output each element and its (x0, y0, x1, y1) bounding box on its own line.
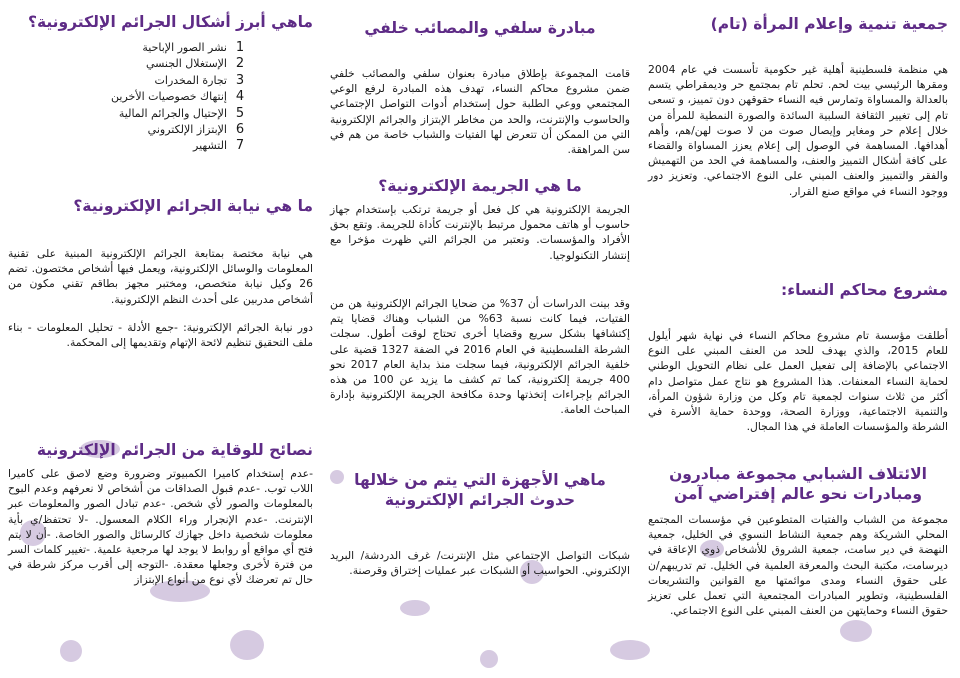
crime-form-label: تجارة المخدرات (154, 73, 227, 87)
crime-form-label: إنتهاك خصوصيات الأخرين (111, 90, 227, 104)
heading-youth-coalition: الائتلاف الشبابي مجموعة مبادرون ومبادرات نحو عالم إفتراضي آمن (669, 465, 927, 503)
crime-form-item (8, 89, 253, 105)
heading-tam: جمعية تنمية وإعلام المرأة (تام) (710, 15, 948, 33)
crime-form-number: 4 (235, 89, 245, 105)
heading-selfie-initiative: مبادرة سلفي والمصائب خلفي (364, 19, 596, 37)
crime-form-item (8, 56, 253, 72)
paragraph-tam-about: هي منظمة فلسطينية أهلية غير حكومية تأسست في عام 2004 ومقرها الرئيسي بيت لحم. تحلم تام بمجتمع حر وديمقراطي يتسم بالعدالة والمساواة وتمارس فيه النساء حقوقهن دون تمييز، و تسعى تام إلى تغيير الثقافة السلبية السائدة والصورة النمطية للمرأة من خلال إعلام حر ومغاير وإيصال صوت من لا صوت لهن/هم، وأهم أهدافها. المساهمة في الوصول إلى إعلام يعزز المساواة والقضاء على كافة أشكال التمييز والعنف، والمساهمة في الحد من التهميش والفقر والتمييز والعنف المبني على النوع الاجتماعي. وتعزيز دور ووجود النساء في مواقع صنع القرار. (648, 63, 948, 198)
heading-women-courts: مشروع محاكم النساء: (781, 281, 948, 299)
heading-prevention-tips: نصائح للوقاية من الجرائم الإلكترونية (36, 441, 313, 459)
crime-form-number: 1 (235, 40, 245, 55)
crime-form-item (8, 40, 253, 56)
column-right (648, 0, 948, 678)
crime-forms-list (8, 40, 253, 155)
paragraph-prevention-tips: -عدم إستخدام كاميرا الكمبيوتر وضرورة وضع لاصق على كاميرا اللاب توب. -عدم قبول الصداقات من أشخاص لا نعرفهم وعدم البوح بالمعلومات والصور لأي شخص. -عدم تبادل الصور والمعلومات عبر الإنترنت. -عدم الإنجرار وراء الكلام المعسول. -لا تحتفظ/ي بأية معلومات شخصية داخل جهازك كالرسائل والصور الخاصة. -أن لا يتم فتح أي مواقع أو روابط لا يوجد لها مرجعية علمية. -تغيير كلمات السر من فترة لأخرى وجعلها معقدة. -التوجه إلى أقرب مركز شرطة في حال تم تعرضك لأي نوع من أنواع الإبتزاز (8, 467, 313, 587)
crime-form-item (8, 122, 253, 138)
crime-form-label: نشر الصور الإباحية (142, 41, 227, 54)
paragraph-cybercrime-stats: وقد بينت الدراسات أن 37% من ضحايا الجرائم الإلكترونية هن من الفتيات، فيما كانت نسبة 63% من الشباب وهناك قضايا يتم إكتشافها بشكل سريع وقضايا أخرى تحتاج لوقت أطول. سجلت الشرطة الفلسطينية في العام 2016 في الضفة 1327 قضية على خلفية الجرائم الإلكترونية، فيما سجلت منذ بداية العام 2017 نحو 400 جريمة إلكترونية، كما تم كشف ما يزيد عن 100 من هذه الجرائم بإجراءات إتخذتها وحدة مكافحة الجريمة الإلكترونية بإدارة المباحث العامة. (330, 297, 631, 417)
heading-crime-forms: ماهي أبرز أشكال الجرائم الإلكترونية؟ (27, 13, 313, 31)
paragraph-selfie-initiative: قامت المجموعة بإطلاق مبادرة بعنوان سلفي والمصائب خلفي ضمن مشروع محاكم النساء، تهدف هذه المبادرة لرفع الوعي المجتمعي ووعي الطلبة حول إستخدام أدوات التواصل الإجتماعي والحاسوب والإنترنت، والحد من مخاطر الإبتزاز والجرائم الإلكترونية التي من الممكن أن تتعرض لها الفتيات والشباب خاصة من هم في سن المراهقة. (330, 67, 630, 157)
crime-form-number: 3 (235, 72, 245, 88)
crime-form-number: 5 (235, 105, 245, 121)
column-left (8, 0, 313, 678)
crime-form-number: 7 (235, 138, 245, 154)
heading-what-is-cybercrime: ما هي الجريمة الإلكترونية؟ (378, 177, 582, 195)
paragraph-prosecution: هي نيابة مختصة بمتابعة الجرائم الإلكترونية المبنية على تقنية المعلومات والوسائل الإلكترونية، ويعمل فيها أشخاص مختصون. تضم 26 وكيل نيابة متخصص، ومختبر مجهز بطاقم تقني مكون من أشخاص مدربين على أحدث النظم الإلكترونية. (8, 247, 313, 306)
paragraph-cybercrime-definition: الجريمة الإلكترونية هي كل فعل أو جريمة ترتكب بإستخدام جهاز حاسوب أو هاتف محمول مرتبط بالإنترنت كأداة للجريمة. وتقع بحق الأفراد والمؤسسات. وتعتبر من الجرائم التي ظهرت مؤخرا مع إنتشار التكنولوجيا. (330, 203, 630, 262)
crime-form-item (8, 73, 253, 89)
crime-form-label: الإحتيال والجرائم المالية (118, 106, 227, 120)
paragraph-prosecution-role: دور نيابة الجرائم الإلكترونية: -جمع الأدلة - تحليل المعلومات - بناء ملف التحقيق تنظيم لائحة الإتهام وتقديمها إلى المحكمة. (8, 321, 313, 350)
crime-form-item (8, 138, 253, 154)
paragraph-youth-coalition: مجموعة من الشباب والفتيات المتطوعين في مؤسسات المجتمع المحلي الشريكة وهم جمعية النشاط النسوي في الخليل، جمعية النهضة في دير سامت، جمعية الشروق للأشخاص ذوي الإعاقة في ديرسامت، مكتبة البحث والمعرفة العلمية في الخليل. تم تدريبهم/ن على حقوق النساء ومدى موائمتها مع القوانين والتشريعات الفلسطينية، وتطوير المبادرات المجتمعية التي تعمل على تعزيز حقوق النساء وحمايتهن من العنف المبني على النوع الاجتماعي. (648, 513, 948, 618)
crime-form-number: 2 (235, 56, 245, 72)
column-middle (330, 0, 630, 678)
crime-form-label: التشهير (193, 139, 227, 153)
crime-form-item (8, 106, 253, 122)
crime-form-label: الإبتزاز الإلكتروني (147, 123, 227, 137)
crime-form-number: 6 (235, 122, 245, 138)
paragraph-devices: شبكات التواصل الإجتماعي مثل الإنترنت/ غرف الدردشة/ البريد الإلكتروني. الحواسيب أو الشبكات عبر عمليات إختراق وقرصنة. (330, 549, 630, 578)
heading-prosecution: ما هي نيابة الجرائم الإلكترونية؟ (73, 197, 313, 215)
paragraph-women-courts: أطلقت مؤسسة تام مشروع محاكم النساء في نهاية شهر أيلول للعام 2015، والذي يهدف للحد من العنف المبني على النوع الاجتماعي بالإضافة إلى تفعيل العمل على نظام التحويل الوطني لحماية النساء المعنفات. هذا المشروع هو نتاج عمل متواصل دام أكثر من ثلاث سنوات لجمعية تام وكل من وزارة شؤون المرأة، والتنمية الاجتماعية، ووزارة الصحة، ووحدة حماية الأسرة في الشرطة والمؤسسات العاملة في هذا المجال. (648, 329, 948, 434)
crime-form-label: الإستغلال الجنسي (145, 57, 227, 71)
heading-devices: ماهي الأجهزة التي يتم من خلالها حدوث الجرائم الإلكترونية (354, 471, 606, 509)
